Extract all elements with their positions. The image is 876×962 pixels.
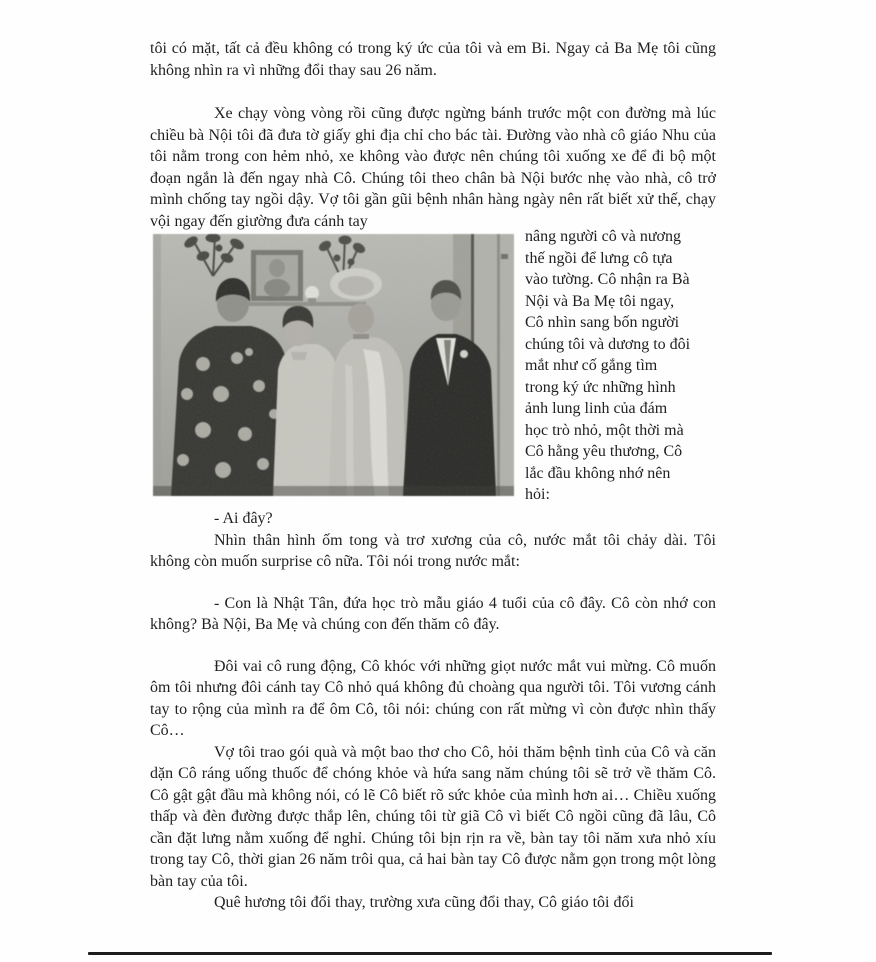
- text-line: lắc đầu không nhớ nên: [525, 464, 671, 482]
- paragraph: Nhìn thân hình ốm tong và trơ xương của cô, nước mắt tôi chảy dài. Tôi không còn muốn surprise cô nữa. Tôi nói trong nước mắt:: [150, 531, 716, 570]
- paragraph: Đôi vai cô rung động, Cô khóc với những giọt nước mắt vui mừng. Cô muốn ôm tôi nhưng đôi cánh tay Cô nhỏ quá không đủ choàng qua người tôi. Tôi vương cánh tay to rộng của mình ra để ôm Cô, tôi nói: chúng con rất mừng vì còn được nhìn thấy Cô…: [150, 657, 716, 739]
- text-line: Cô nhìn sang bốn người: [525, 314, 680, 331]
- text-line: Cô hằng yêu thương, Cô: [525, 443, 683, 460]
- text-line: nâng người cô và nương: [525, 228, 682, 245]
- footer-rule: [88, 952, 772, 955]
- photo-grain: [153, 234, 514, 496]
- photo-and-wrap-text: [150, 228, 716, 508]
- family-photo: [153, 234, 514, 496]
- text-line: học trò nhỏ, một thời mà: [525, 421, 684, 439]
- text-line: chúng tôi và dương to đôi: [525, 335, 691, 353]
- text-line: thế ngồi để lưng cô tựa: [525, 249, 673, 267]
- text-line: Nội và Ba Mẹ tôi ngay,: [525, 292, 675, 310]
- family-photo-image: [153, 234, 514, 496]
- text-line: vào tường. Cô nhận ra Bà: [525, 271, 690, 288]
- paragraph: tôi có mặt, tất cả đều không có trong ký ức của tôi và em Bi. Ngay cả Ba Mẹ tôi cũng không nhìn ra vì những đổi thay sau 26 năm.: [150, 40, 716, 79]
- paragraph: Vợ tôi trao gói quà và một bao thơ cho Cô, hỏi thăm bệnh tình của Cô và căn dặn Cô ráng uống thuốc để chóng khỏe và hứa sang năm chúng tôi sẽ trở về thăm Cô. Cô gật gật đầu mà không nói, có lẽ Cô biết rõ sức khỏe của mình hơn ai… Chiều xuống thấp và đèn đường được thắp lên, chúng tôi từ giã Cô vì biết Cô ngồi cũng đã lâu, Cô cần đặt lưng nằm xuống để nghỉ. Chúng tôi bịn rịn ra về, bàn tay tôi năm xưa nhỏ xíu trong tay Cô, thời gian 26 năm trôi qua, cả hai bàn tay Cô được nằm gọn trong một lòng bàn tay của tôi.: [150, 743, 716, 890]
- text-line: hỏi:: [525, 486, 550, 503]
- text-line: mắt như cố gắng tìm: [525, 357, 658, 374]
- text-line: trong ký ức những hình: [525, 378, 676, 396]
- dialog-line: - Ai đây?: [214, 510, 273, 527]
- paragraph: - Con là Nhật Tân, đứa học trò mẫu giáo 4 tuổi của cô đây. Cô còn nhớ con không? Bà Nội, Ba Mẹ và chúng con đến thăm cô đây.: [150, 594, 716, 633]
- photo-side-column: [525, 226, 787, 506]
- text-line: ảnh lung linh của đám: [525, 400, 668, 417]
- text-content: [150, 38, 716, 914]
- paragraph: Quê hương tôi đổi thay, trường xưa cũng đổi thay, Cô giáo tôi đổi: [214, 894, 634, 911]
- paragraph: Xe chạy vòng vòng rồi cũng được ngừng bánh trước một con đường mà lúc chiều bà Nội tôi đã đưa tờ giấy ghi địa chỉ cho bác tài. Đường vào nhà cô giáo Nhu của tôi nằm trong con hẻm nhỏ, xe không vào được nên chúng tôi xuống xe để đi bộ một đoạn ngắn là đến ngay nhà Cô. Chúng tôi theo chân bà Nội bước nhẹ vào nhà, cô trở mình chống tay ngồi dậy. Vợ tôi gần gũi bệnh nhân hàng ngày nên rất biết xử thế, chạy vội ngay đến giường đưa cánh tay: [150, 105, 716, 230]
